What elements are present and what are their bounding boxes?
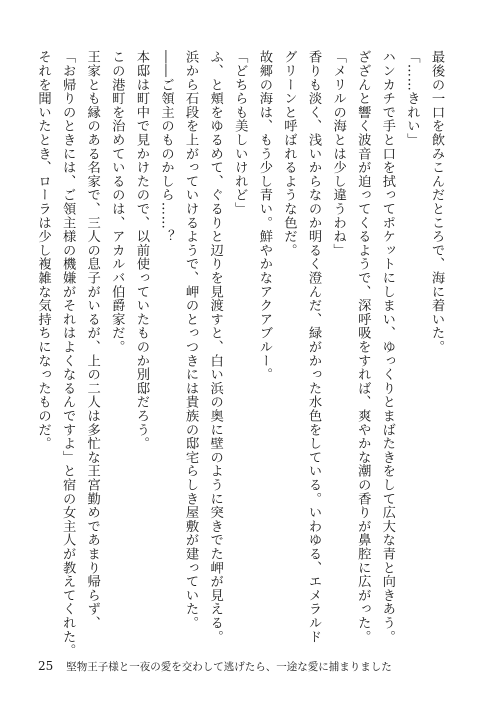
text-line: 浜から石段を上がっていけるようで、岬のとっつきには貴族の邸宅らしき屋敷が建っていた。 bbox=[183, 50, 199, 630]
text-line: 本邸は町中で見かけたので、以前使っていたものか別邸だろう。 bbox=[133, 50, 149, 451]
page-number: 25 bbox=[38, 659, 54, 673]
text-line: 「どちらも美しいけれど」 bbox=[232, 50, 248, 216]
text-line: 「お帰りのときには、ご領主様の機嫌がそれはよくなるんですよ」と宿の女主人が教えてくれた。 bbox=[60, 50, 76, 658]
body-text bbox=[35, 50, 448, 658]
text-line: それを聞いたとき、ローラは少し複雑な気持ちになったものだ。 bbox=[35, 50, 51, 451]
text-line: 香りも淡く、浅いからなのか明るく澄んだ、緑がかった水色をしている。いわゆる、エメラルド bbox=[306, 50, 322, 644]
text-line: 最後の一口を飲みこんだところで、海に着いた。 bbox=[429, 50, 444, 354]
running-title: 堅物王子様と一夜の愛を交わして逃げたら、一途な愛に捕まりました bbox=[66, 660, 392, 673]
text-line: ざざんと響く波音が迫ってくるようで、深呼吸をすれば、爽やかな潮の香りが鼻腔に広がった。 bbox=[355, 50, 371, 644]
text-line: 故郷の海は、もう少し青い。鮮やかなアクアブルー。 bbox=[256, 50, 272, 382]
text-line: ――ご領主のものかしら……？ bbox=[158, 50, 174, 244]
text-line: 王家とも縁のある名家で、三人の息子がいるが、上の二人は多忙な王宮勤めであまり帰らず、 bbox=[84, 50, 100, 630]
text-line: ふ、と頬をゆるめて、ぐるりと辺りを見渡すと、白い浜の奥に壁のように突きでた岬が見える。 bbox=[207, 50, 223, 644]
text-line: 「メリルの海とは少し違うわね」 bbox=[330, 50, 346, 257]
text-line: ハンカチで手と口を拭ってポケットにしまい、ゆっくりとまばたきをして広大な青と向きあう。 bbox=[379, 50, 395, 644]
page-footer bbox=[38, 658, 392, 674]
text-line: この港町を治めているのは、アカルバ伯爵家だ。 bbox=[109, 50, 125, 354]
text-line: グリーンと呼ばれるような色だ。 bbox=[281, 50, 297, 257]
text-line: 「……きれい」 bbox=[404, 50, 420, 147]
